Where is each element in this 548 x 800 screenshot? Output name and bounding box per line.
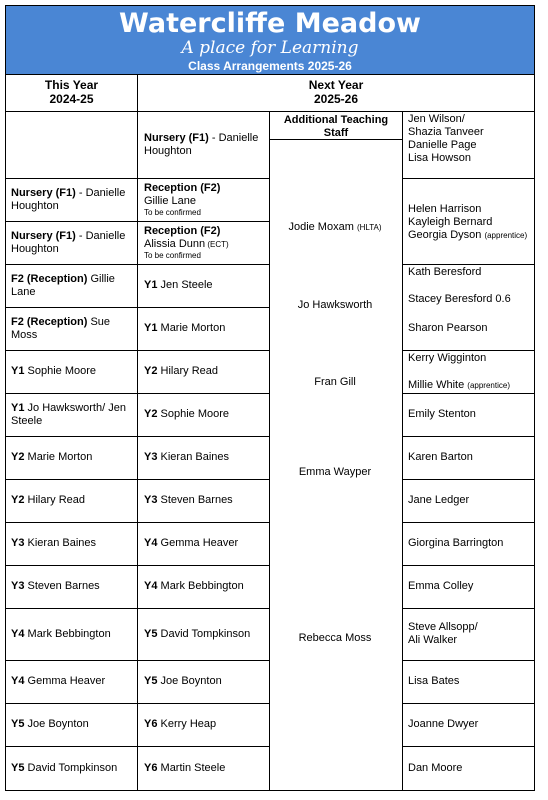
page-title: Class Arrangements 2025-26 [188,59,352,73]
class-label: Y4 [11,627,25,640]
staff-name: Joanne Dwyer [408,718,479,730]
teacher-name: - Danielle Houghton [11,186,126,212]
additional-staff-jo [270,299,400,312]
teacher-name: Jen Steele [157,279,213,291]
additional-staff-name: Emma Wayper [298,466,372,478]
teacher-name: Joe Boynton [157,675,222,687]
staff-y1-group [408,266,532,306]
staff-name: Georgia Dyson [408,228,482,241]
this-year-cell [11,660,135,703]
next-year-range: 2025-26 [313,92,359,106]
teacher-name: Marie Morton [157,322,226,334]
next-year-class [144,718,268,731]
support-staff-cell [408,660,532,703]
class-label: Y4 [144,537,158,549]
staff-name: Kath Beresford [408,266,482,278]
teacher-name: Mark Bebbington [157,580,244,592]
teacher-name: Steven Barnes [24,580,100,592]
next-year-cell [144,307,268,350]
support-staff-cell [408,436,532,479]
this-year-class [11,718,135,731]
this-year-cell [11,703,135,746]
this-year-label: This Year [44,78,99,92]
next-year-cell [144,660,268,703]
class-label: Nursery (F1) [11,186,76,199]
teacher-name: Sue Moss [11,315,111,341]
class-label: Y1 [11,401,25,414]
this-year-class [11,537,135,550]
this-year-cell [11,479,135,522]
this-year-class [11,316,135,342]
this-year-cell [11,436,135,479]
rule [402,178,534,179]
staff-name: Danielle Page [408,139,477,151]
this-year-class [11,762,135,775]
this-year-cell [11,307,135,350]
staff-name: Lisa Bates [408,675,460,687]
support-staff-cell [408,608,532,660]
teacher-name: - Danielle Houghton [144,131,259,157]
next-year-cell [144,746,268,790]
staff-name: Helen Harrison [408,202,482,215]
teacher-name: - Danielle Houghton [11,229,126,255]
this-year-cell [11,393,135,436]
next-year-class [144,537,268,550]
class-label: Y1 [144,322,158,334]
class-label: Nursery (F1) [11,229,76,242]
staff-name-apprentice [408,379,532,392]
teacher-name: Mark Bebbington [24,627,111,640]
teacher-name: Gemma Heaver [157,537,239,549]
logo-text: Watercliffe Meadow [119,8,421,39]
this-year-range: 2024-25 [49,92,94,106]
this-year-class [11,494,135,507]
class-label: Y1 [144,279,158,291]
staff-name: Sharon Pearson [408,322,488,334]
next-year-cell [144,221,268,264]
support-staff-cell [408,522,532,565]
next-year-cell [144,350,268,393]
staff-name: Jane Ledger [408,494,470,506]
teacher-name: Hilary Read [157,365,218,377]
class-label: Y2 [11,494,25,506]
class-label: Y4 [144,580,158,592]
rule [402,264,534,265]
note: To be confirmed [144,250,201,260]
this-year-cell [11,608,135,660]
this-year-cell [11,111,135,178]
teacher-name: David Tompkinson [157,627,251,640]
this-year-class [11,402,135,428]
staff-name: Jen Wilson/ [408,113,465,125]
next-year-cell [144,436,268,479]
teacher-name: Marie Morton [24,451,93,463]
this-year-cell [11,565,135,608]
this-year-header [6,78,137,106]
next-year-class [144,182,268,195]
class-label: Y5 [11,718,25,730]
class-label: Y5 [144,627,158,640]
class-label: Y2 [144,408,158,420]
next-year-cell [144,111,268,178]
staff-name: Millie White [408,379,465,391]
next-year-cell [144,264,268,307]
next-year-cell [144,608,268,660]
next-year-cell [144,565,268,608]
teacher-name: Hilary Read [24,494,85,506]
teacher-name: Kieran Baines [157,451,230,463]
next-year-header [138,78,534,106]
additional-staff-rebecca [270,632,400,645]
next-year-cell [144,479,268,522]
this-year-class [11,628,135,641]
additional-staff-jodie [270,221,400,234]
class-label: Reception (F2) [144,224,221,237]
support-staff-cell [408,703,532,746]
staff-name-apprentice [408,229,532,242]
next-year-cell [144,393,268,436]
additional-staff-tag: (HLTA) [356,223,382,232]
next-year-class [144,494,268,507]
support-staff-cell [408,746,532,790]
teacher-name: Kieran Baines [24,537,97,549]
staff-name: Giorgina Barrington [408,537,504,549]
school-tagline: A place for Learning [181,38,359,58]
additional-staff-header [272,114,400,140]
class-label: Reception (F2) [144,181,221,194]
this-year-cell [11,264,135,307]
class-label: Y1 [11,365,25,377]
this-year-cell [11,522,135,565]
teacher-name: Sophie Moore [157,408,230,420]
this-year-class [11,273,135,299]
additional-staff-label: Additional Teaching Staff [283,114,389,139]
next-year-class [144,580,268,593]
support-staff-cell [408,307,532,350]
next-year-class [144,279,268,292]
staff-name: Dan Moore [408,761,463,774]
staff-name: Emma Colley [408,580,474,592]
class-label: Nursery (F1) [144,131,209,144]
this-year-class [11,675,135,688]
staff-name: Karen Barton [408,451,473,463]
note: To be confirmed [144,207,201,217]
staff-name: Kayleigh Bernard [408,215,493,228]
next-year-class [144,365,268,378]
class-label: Y2 [144,365,158,377]
this-year-class [11,451,135,464]
next-year-class [144,451,268,464]
staff-name: Steve Allsopp/ [408,621,478,633]
class-label: Y2 [11,451,25,463]
teacher-name: Kerry Heap [157,718,217,730]
additional-staff-name: Fran Gill [314,376,356,388]
additional-staff-name: Rebecca Moss [298,632,372,644]
class-label: F2 (Reception) [11,272,88,285]
teacher-name: Gemma Heaver [24,675,106,687]
rule [137,74,138,790]
school-header [6,6,534,74]
rule [269,111,270,790]
class-label: Y3 [11,537,25,549]
class-label: Y3 [11,580,25,592]
next-year-class [144,225,268,238]
teacher-name: Gillie Lane [144,194,196,207]
class-label: Y6 [144,718,158,730]
class-label: Y4 [11,675,25,687]
next-year-cell [144,703,268,746]
staff-tag: (apprentice) [467,381,510,390]
school-logo [6,8,534,40]
next-year-class [144,762,268,775]
staff-name: Stacey Beresford 0.6 [408,293,511,305]
staff-f2-group [408,180,532,264]
next-year-class [144,322,268,335]
staff-name: Emily Stenton [408,408,476,420]
rule [402,350,534,351]
teacher-name: Joe Boynton [24,718,89,730]
staff-name: Lisa Howson [408,152,471,164]
teacher-name: Steven Barnes [157,494,233,506]
staff-y2-group [408,352,532,392]
rule [402,111,403,790]
support-staff-cell [408,479,532,522]
additional-staff-emma [270,466,400,479]
support-staff-cell [408,565,532,608]
class-label: Y5 [11,761,25,774]
this-year-cell [11,350,135,393]
teacher-name: David Tompkinson [24,761,118,774]
teacher-name: Gillie Lane [11,272,115,298]
next-year-class [144,132,268,158]
additional-staff-name: Jodie Moxam [288,221,354,233]
this-year-cell [11,746,135,790]
teacher-name: Sophie Moore [24,365,97,377]
teacher-tag: (ECT) [205,239,229,249]
class-label: Y3 [144,494,158,506]
support-staff-cell [408,393,532,436]
this-year-class [11,230,135,256]
staff-tag: (apprentice) [484,230,528,240]
class-label: F2 (Reception) [11,315,88,328]
staff-name: Shazia Tanveer [408,126,484,138]
staff-name: Ali Walker [408,634,458,646]
staff-name: Kerry Wigginton [408,352,487,364]
next-year-class [144,408,268,421]
support-staff-cell [408,111,532,178]
additional-staff-fran [270,376,400,389]
this-year-class [11,187,135,213]
class-label: Y3 [144,451,158,463]
next-year-cell [144,178,268,221]
this-year-cell [11,221,135,264]
next-year-class [144,628,268,641]
next-year-class [144,675,268,688]
teacher-name: Martin Steele [157,761,226,774]
this-year-class [11,580,135,593]
rule [6,74,534,75]
teacher-name: Alissia Dunn (ECT) [144,237,229,250]
next-year-label: Next Year [308,78,364,92]
teacher-name: Jo Hawksworth/ Jen Steele [11,401,126,427]
this-year-cell [11,178,135,221]
class-label: Y6 [144,761,158,774]
additional-staff-name: Jo Hawksworth [297,299,373,311]
class-label: Y5 [144,675,158,687]
this-year-class [11,365,135,378]
next-year-cell [144,522,268,565]
